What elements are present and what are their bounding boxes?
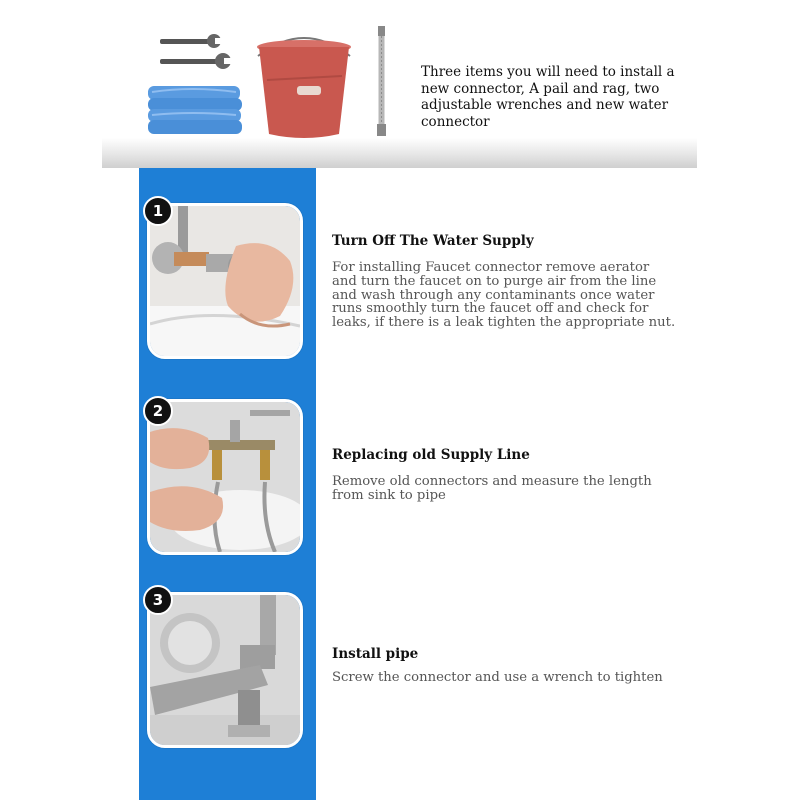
step-1-photo [147, 203, 303, 359]
step-3-badge: 3 [143, 585, 173, 615]
step-1-title: Turn Off The Water Supply [332, 233, 534, 249]
step-2-description: Remove old connectors and measure the length from sink to pipe [332, 474, 652, 503]
step-2-title: Replacing old Supply Line [332, 447, 530, 463]
step-3-photo [147, 592, 303, 748]
step-2-photo [147, 399, 303, 555]
step-2-badge: 2 [143, 396, 173, 426]
step-1-badge: 1 [143, 196, 173, 226]
intro-text: Three items you will need to install a new connector, A pail and rag, two adjustable wrenches and new water connector [421, 64, 675, 130]
step-3-title: Install pipe [332, 646, 419, 662]
step-1-description: For installing Faucet connector remove aerator and turn the faucet on to purge air from the line and wash through any contaminants once water runs smoothly turn the faucet off and check for leaks, if there is a leak tighten the appropriate nut. [332, 260, 676, 331]
towel-stack-icon [148, 86, 242, 134]
bucket-icon [257, 38, 351, 138]
wrenches-icon [160, 34, 234, 69]
water-connector-icon [377, 26, 386, 136]
step-3-description: Screw the connector and use a wrench to tighten [332, 670, 663, 685]
